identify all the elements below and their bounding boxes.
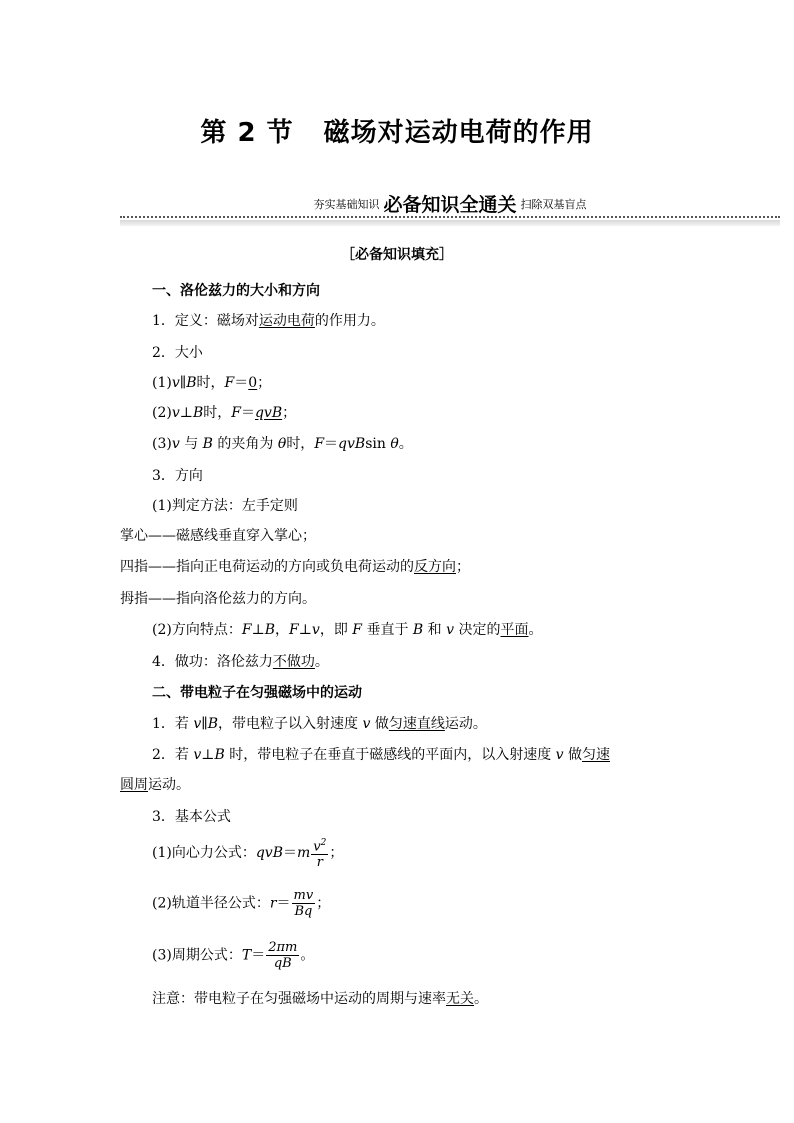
definition-line: 1．定义：磁场对运动电荷的作用力。 (152, 313, 385, 329)
size-case-2: (2)v⊥B时，F＝qvB； (152, 405, 297, 421)
blank-answer: 平面 (500, 622, 529, 638)
work-line: 4．做功：洛伦兹力不做功。 (152, 654, 329, 670)
size-case-3: (3)v 与 B 的夹角为 θ时，F＝qvBsin θ。 (152, 436, 413, 452)
blank-answer: 0 (248, 375, 258, 391)
direction-feature: (2)方向特点：F⊥B，F⊥v，即 F 垂直于 B 和 v 决定的平面。 (152, 622, 543, 638)
direction-heading: 3．方向 (152, 468, 203, 484)
blank-answer: 不做功 (272, 654, 315, 670)
blank-answer: 匀速 (582, 747, 611, 763)
fraction: $\frac{2\pi m}{qB}$ (268, 940, 298, 971)
fraction: $\frac{mv}{Bq}$ (293, 888, 314, 919)
page-title (0, 112, 794, 149)
blank-answer: 匀速直线 (388, 716, 445, 732)
formula-radius: (2)轨道半径公式：r＝ $\frac{mv}{Bq}$ ； (152, 888, 331, 919)
fraction: $\frac{v^2}{r}$ (313, 838, 327, 871)
banner-dotted-rule (120, 216, 780, 218)
section-banner (120, 190, 780, 226)
blank-answer: 反方向 (414, 559, 456, 575)
motion-parallel: 1．若 v∥B，带电粒子以入射速度 v 做匀速直线运动。 (152, 716, 487, 732)
banner-right: 扫除双基盲点 (520, 198, 587, 211)
formula-heading: 3．基本公式 (152, 809, 231, 825)
note-line: 注意：带电粒子在匀强磁场中运动的周期与速率无关。 (152, 991, 488, 1007)
blank-answer: 无关 (446, 991, 474, 1007)
formula-centripetal: (1)向心力公式：qvB＝m $\frac{v^2}{r}$ ； (152, 838, 344, 871)
thumb-rule: 拇指——指向洛伦兹力的方向。 (120, 591, 316, 607)
section-number: 第 2 节 (200, 118, 294, 148)
blank-answer: 圆周 (120, 777, 148, 793)
motion-perpendicular-cont: 圆周运动。 (120, 777, 190, 793)
blank-answer: 运动电荷 (258, 313, 315, 329)
direction-method: (1)判定方法：左手定则 (152, 498, 298, 514)
formula-period: (3)周期公式：T＝ $\frac{2\pi m}{qB}$ 。 (152, 940, 315, 971)
banner-center: 必备知识全通关 (383, 194, 517, 216)
blank-answer: qvB (254, 405, 283, 421)
fill-in-heading: ［必备知识填充］ (341, 247, 453, 263)
heading-lorentz-force: 一、洛伦兹力的大小和方向 (152, 283, 320, 299)
section-title: 磁场对运动电荷的作用 (323, 118, 594, 148)
heading-motion: 二、带电粒子在匀强磁场中的运动 (152, 685, 362, 701)
size-case-1: (1)v∥B时，F＝0； (152, 375, 272, 391)
size-heading: 2．大小 (152, 345, 203, 361)
palm-rule: 掌心——磁感线垂直穿入掌心； (120, 528, 316, 544)
four-fingers-rule: 四指——指向正电荷运动的方向或负电荷运动的反方向； (120, 559, 470, 575)
banner-shadow-bar (120, 220, 780, 226)
banner-left: 夯实基础知识 (313, 198, 380, 211)
motion-perpendicular: 2．若 v⊥B 时，带电粒子在垂直于磁感线的平面内，以入射速度 v 做匀速 (152, 747, 611, 763)
